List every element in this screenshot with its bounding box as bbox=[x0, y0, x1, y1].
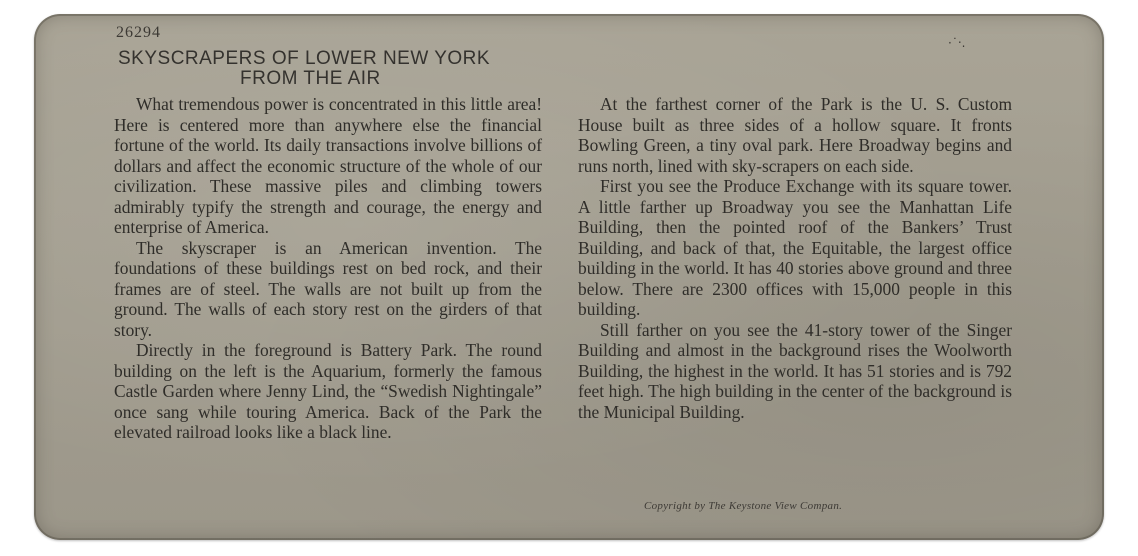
right-text-column bbox=[578, 94, 1012, 422]
corner-mark: ·˙‧. bbox=[948, 36, 966, 50]
right-paragraph-2: First you see the Produce Exchange with its square tower. A little farther up Broadway you see the Manhattan Life Building, then the pointed roof of the Bankers’ Trust Building, and back of that, the Equitable, the largest office building in the world. It has 40 stories above ground and three below. There are 2300 offices with 15,000 people in this building. bbox=[578, 176, 1012, 319]
card-title-line-2: FROM THE AIR bbox=[240, 68, 381, 89]
left-paragraph-1: What tremendous power is concentrated in this little area! Here is centered more than anywhere else the financial fortune of the world. Its daily transactions involve billions of dollars and affect the economic structure of the whole of our civilization. These massive piles and climbing towers admirably typify the strength and courage, the energy and enterprise of America. bbox=[114, 94, 542, 237]
stereoview-card-back bbox=[34, 14, 1104, 540]
right-paragraph-3: Still farther on you see the 41-story tower of the Singer Building and almost in the background rises the Woolworth Building, the highest in the world. It has 51 stories and is 792 feet high. The high building in the center of the background is the Municipal Building. bbox=[578, 319, 1012, 422]
right-paragraph-1: At the farthest corner of the Park is the U. S. Custom House built as three sides of a hollow square. It fronts Bowling Green, a tiny oval park. Here Broadway begins and runs north, lined with sky-scrapers on each side. bbox=[578, 94, 1012, 176]
left-paragraph-2: The skyscraper is an American invention. The foundations of these buildings rest on bed rock, and their frames are of steel. The walls are not built up from the ground. The walls of each story rest on the girders of that story. bbox=[114, 237, 542, 340]
left-paragraph-3: Directly in the foreground is Battery Park. The round building on the left is the Aquarium, formerly the famous Castle Garden where Jenny Lind, the “Swedish Nightingale” once sang while touring America. Back of the Park the elevated railroad looks like a black line. bbox=[114, 340, 542, 442]
catalog-number: 26294 bbox=[116, 24, 161, 41]
card-title-line-1: SKYSCRAPERS OF LOWER NEW YORK bbox=[118, 48, 491, 69]
left-text-column bbox=[114, 94, 542, 443]
copyright-notice: Copyright by The Keystone View Compan. bbox=[644, 500, 843, 512]
